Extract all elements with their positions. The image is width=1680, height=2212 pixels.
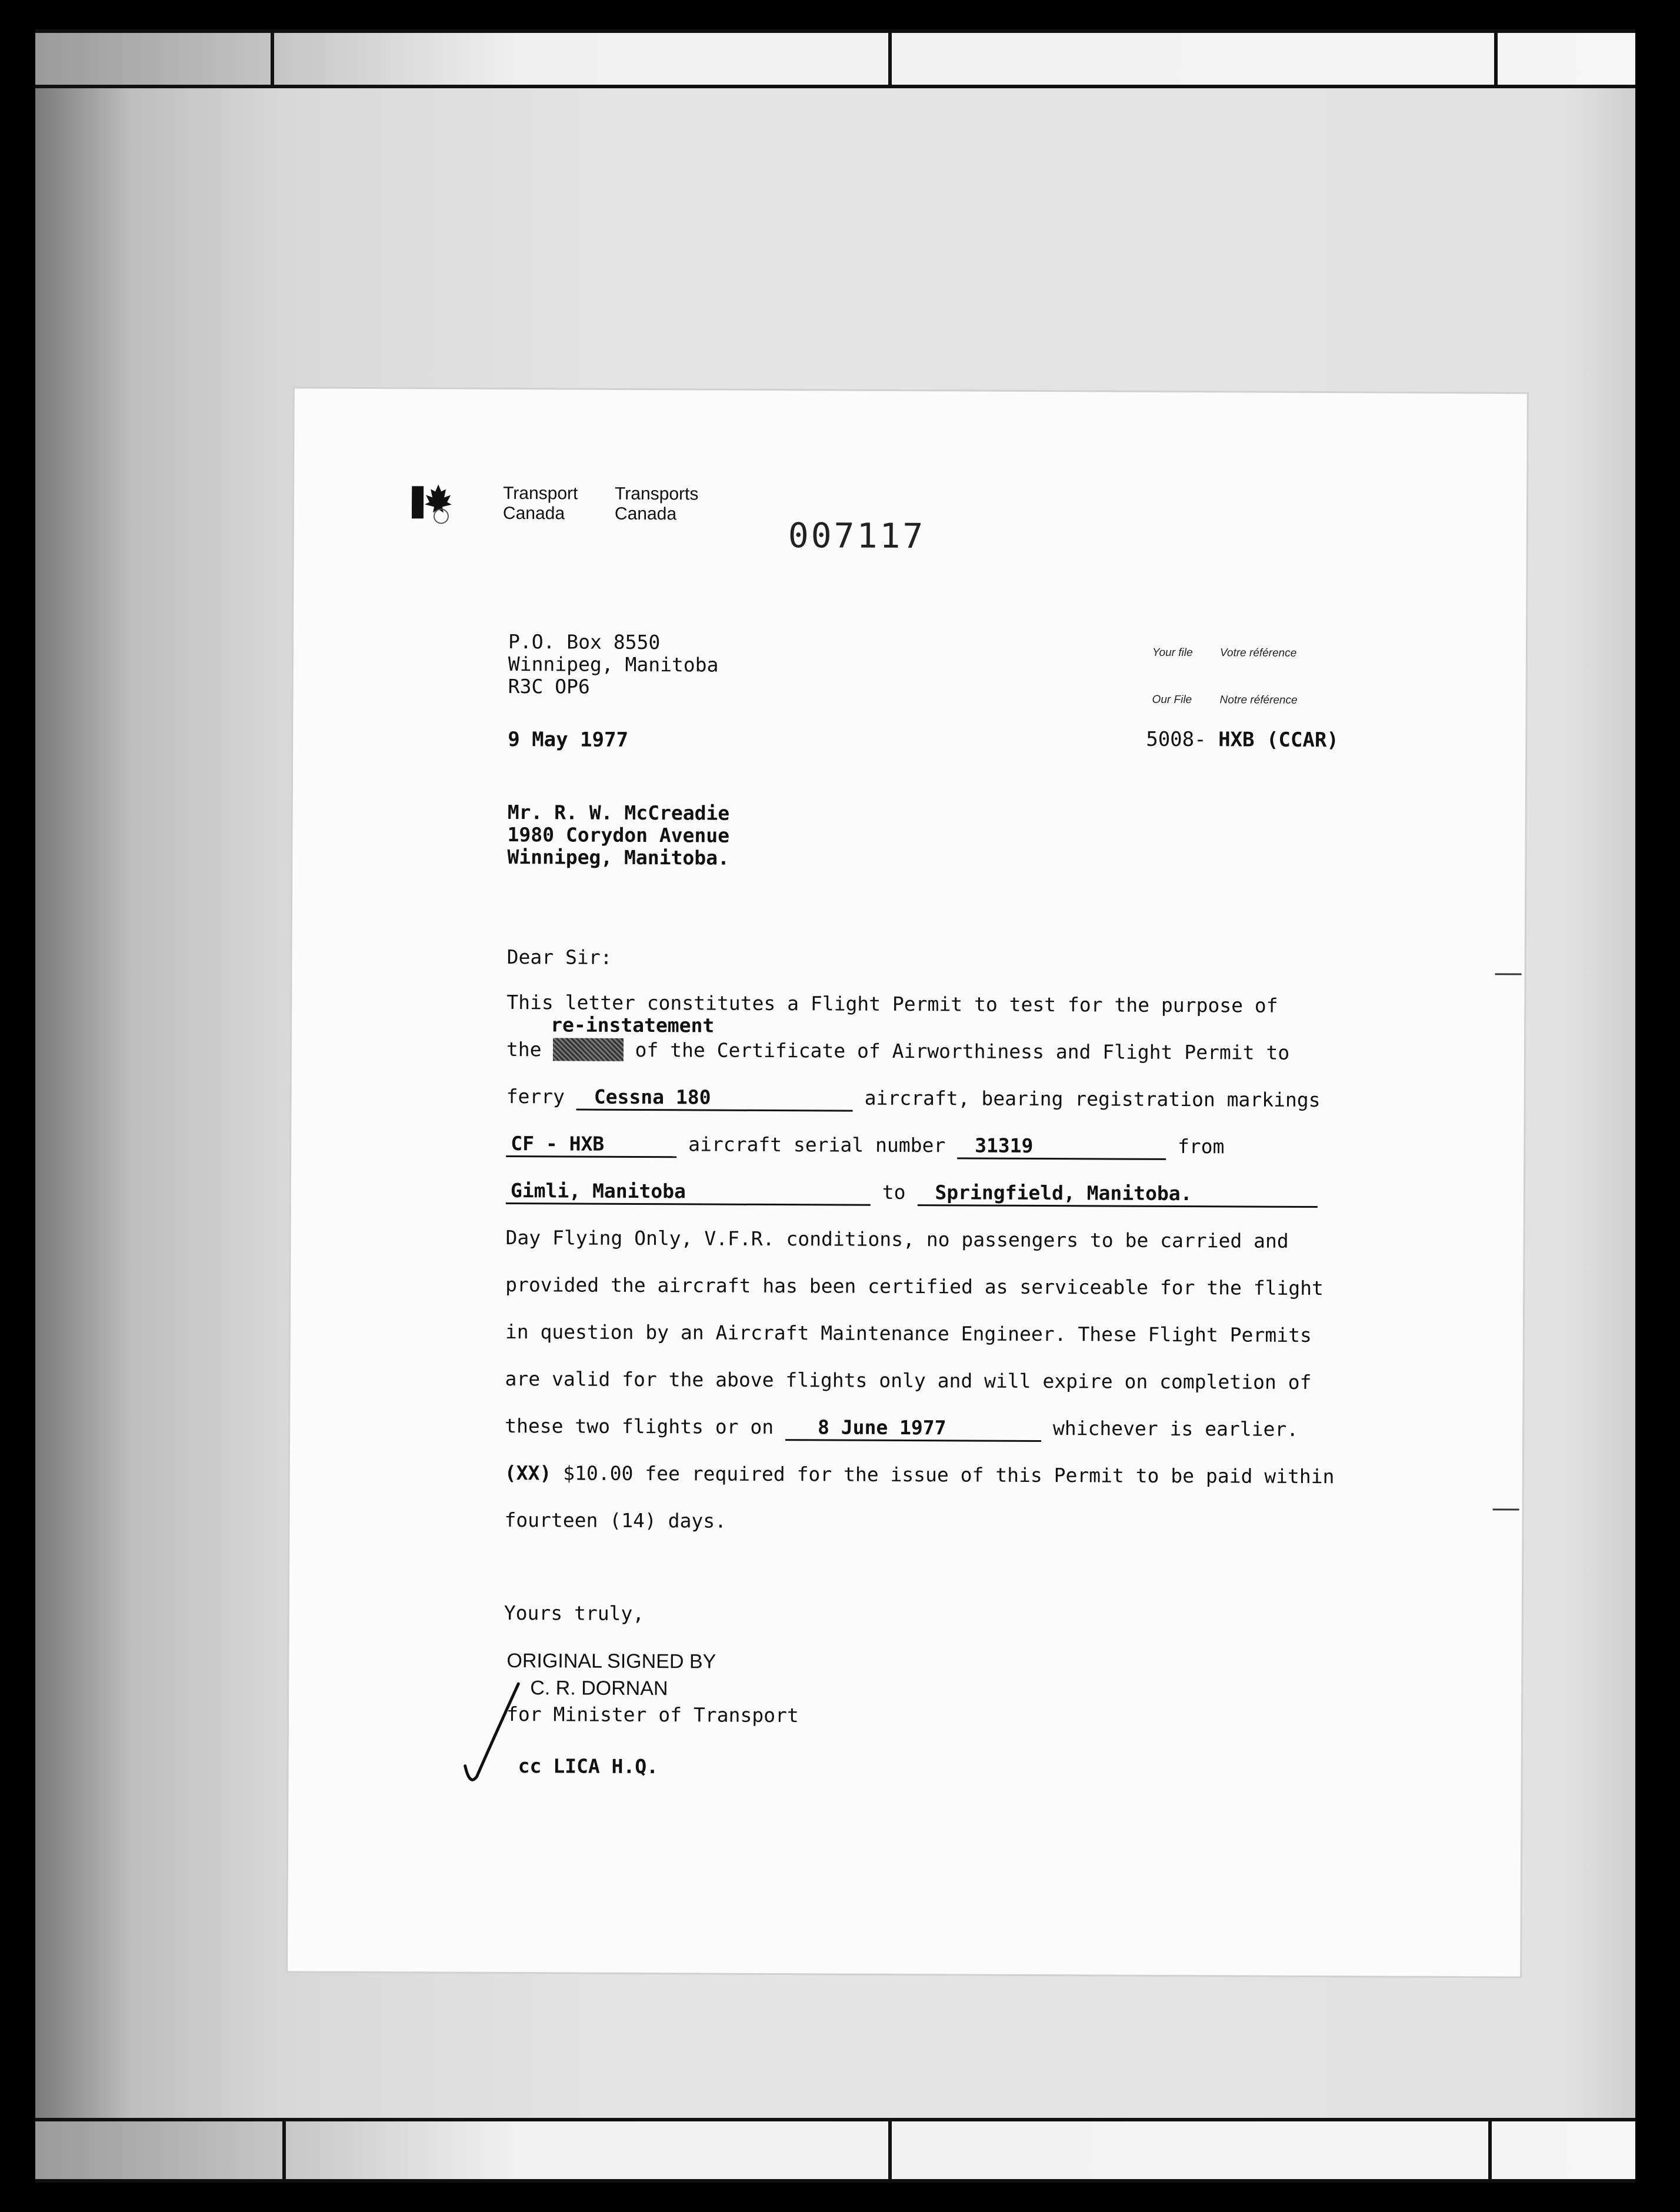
department-name-english: Transport Canada bbox=[502, 483, 578, 524]
frame-divider bbox=[888, 2121, 892, 2179]
expiry-date-field: 8 June 1977 bbox=[785, 1415, 1041, 1442]
canada-flag-logo-icon bbox=[412, 483, 453, 524]
document-serial-number: 007117 bbox=[788, 515, 926, 557]
body-line-1: This letter constitutes a Flight Permit to test for the purpose of bbox=[506, 991, 1278, 1017]
body-line-8: in question by an Aircraft Maintenance Engineer. These Flight Permits bbox=[505, 1320, 1312, 1347]
frame-divider bbox=[888, 33, 892, 85]
signatory-title: for Minister of Transport bbox=[506, 1703, 799, 1727]
body-line-4: CF - HXB aircraft serial number 31319 from bbox=[506, 1132, 1224, 1160]
body-line-5: Gimli, Manitoba to Springfield, Manitoba. bbox=[506, 1179, 1318, 1208]
body-line-7: provided the aircraft has been certified as serviceable for the flight bbox=[505, 1273, 1324, 1300]
handwritten-tick-mark bbox=[459, 1678, 524, 1790]
body-line-6: Day Flying Only, V.F.R. conditions, no passengers to be carried and bbox=[505, 1226, 1289, 1252]
aircraft-type-field: Cessna 180 bbox=[576, 1085, 853, 1112]
body-line-12: fourteen (14) days. bbox=[504, 1508, 727, 1533]
registration-field: CF - HXB bbox=[506, 1132, 676, 1158]
film-strip-top bbox=[35, 29, 1635, 88]
sender-address: P.O. Box 8550 Winnipeg, Manitoba R3C OP6 bbox=[508, 630, 719, 698]
signature-stamp: ORIGINAL SIGNED BY C. R. DORNAN bbox=[506, 1650, 716, 1700]
film-strip-bottom bbox=[35, 2118, 1635, 2183]
body-line-2: the of the Certificate of Airworthiness and Flight Permit to bbox=[506, 1038, 1290, 1064]
body-line-3: ferry Cessna 180 aircraft, bearing registration markings bbox=[506, 1085, 1321, 1112]
our-file-label: Our File bbox=[1152, 693, 1192, 707]
body-line-11: (XX) $10.00 fee required for the issue of this Permit to be paid within bbox=[504, 1461, 1335, 1488]
your-file-label: Your file bbox=[1152, 646, 1193, 659]
destination-field: Springfield, Manitoba. bbox=[917, 1181, 1317, 1208]
frame-divider bbox=[282, 2121, 286, 2179]
letter-date: 9 May 1977 bbox=[508, 728, 629, 752]
margin-mark bbox=[1493, 1508, 1519, 1510]
letter-sheet bbox=[288, 388, 1527, 1976]
body-line-10: these two flights or on 8 June 1977 whichever is earlier. bbox=[505, 1414, 1298, 1443]
valediction: Yours truly, bbox=[504, 1601, 645, 1625]
your-file-label-fr: Votre référence bbox=[1219, 647, 1297, 659]
salutation: Dear Sir: bbox=[506, 945, 612, 969]
our-file-reference: 5008- HXB (CCAR) bbox=[1146, 727, 1339, 752]
fee-checkbox-mark: (XX) bbox=[504, 1461, 552, 1485]
serial-number-field: 31319 bbox=[957, 1134, 1166, 1160]
origin-field: Gimli, Manitoba bbox=[506, 1179, 871, 1206]
struck-out-word bbox=[553, 1038, 623, 1061]
margin-mark bbox=[1495, 973, 1522, 975]
frame-divider bbox=[1488, 2121, 1492, 2179]
our-file-label-fr: Notre référence bbox=[1219, 694, 1298, 707]
frame-divider bbox=[1494, 33, 1498, 85]
department-name-french: Transports Canada bbox=[614, 484, 699, 524]
body-line-9: are valid for the above flights only and will expire on completion of bbox=[505, 1367, 1312, 1394]
frame-divider bbox=[271, 33, 274, 85]
carbon-copy-line: cc LICA H.Q. bbox=[518, 1754, 659, 1778]
recipient-address: Mr. R. W. McCreadie 1980 Corydon Avenue Winnipeg, Manitoba. bbox=[507, 801, 730, 870]
typed-correction: re-instatement bbox=[551, 1013, 715, 1037]
